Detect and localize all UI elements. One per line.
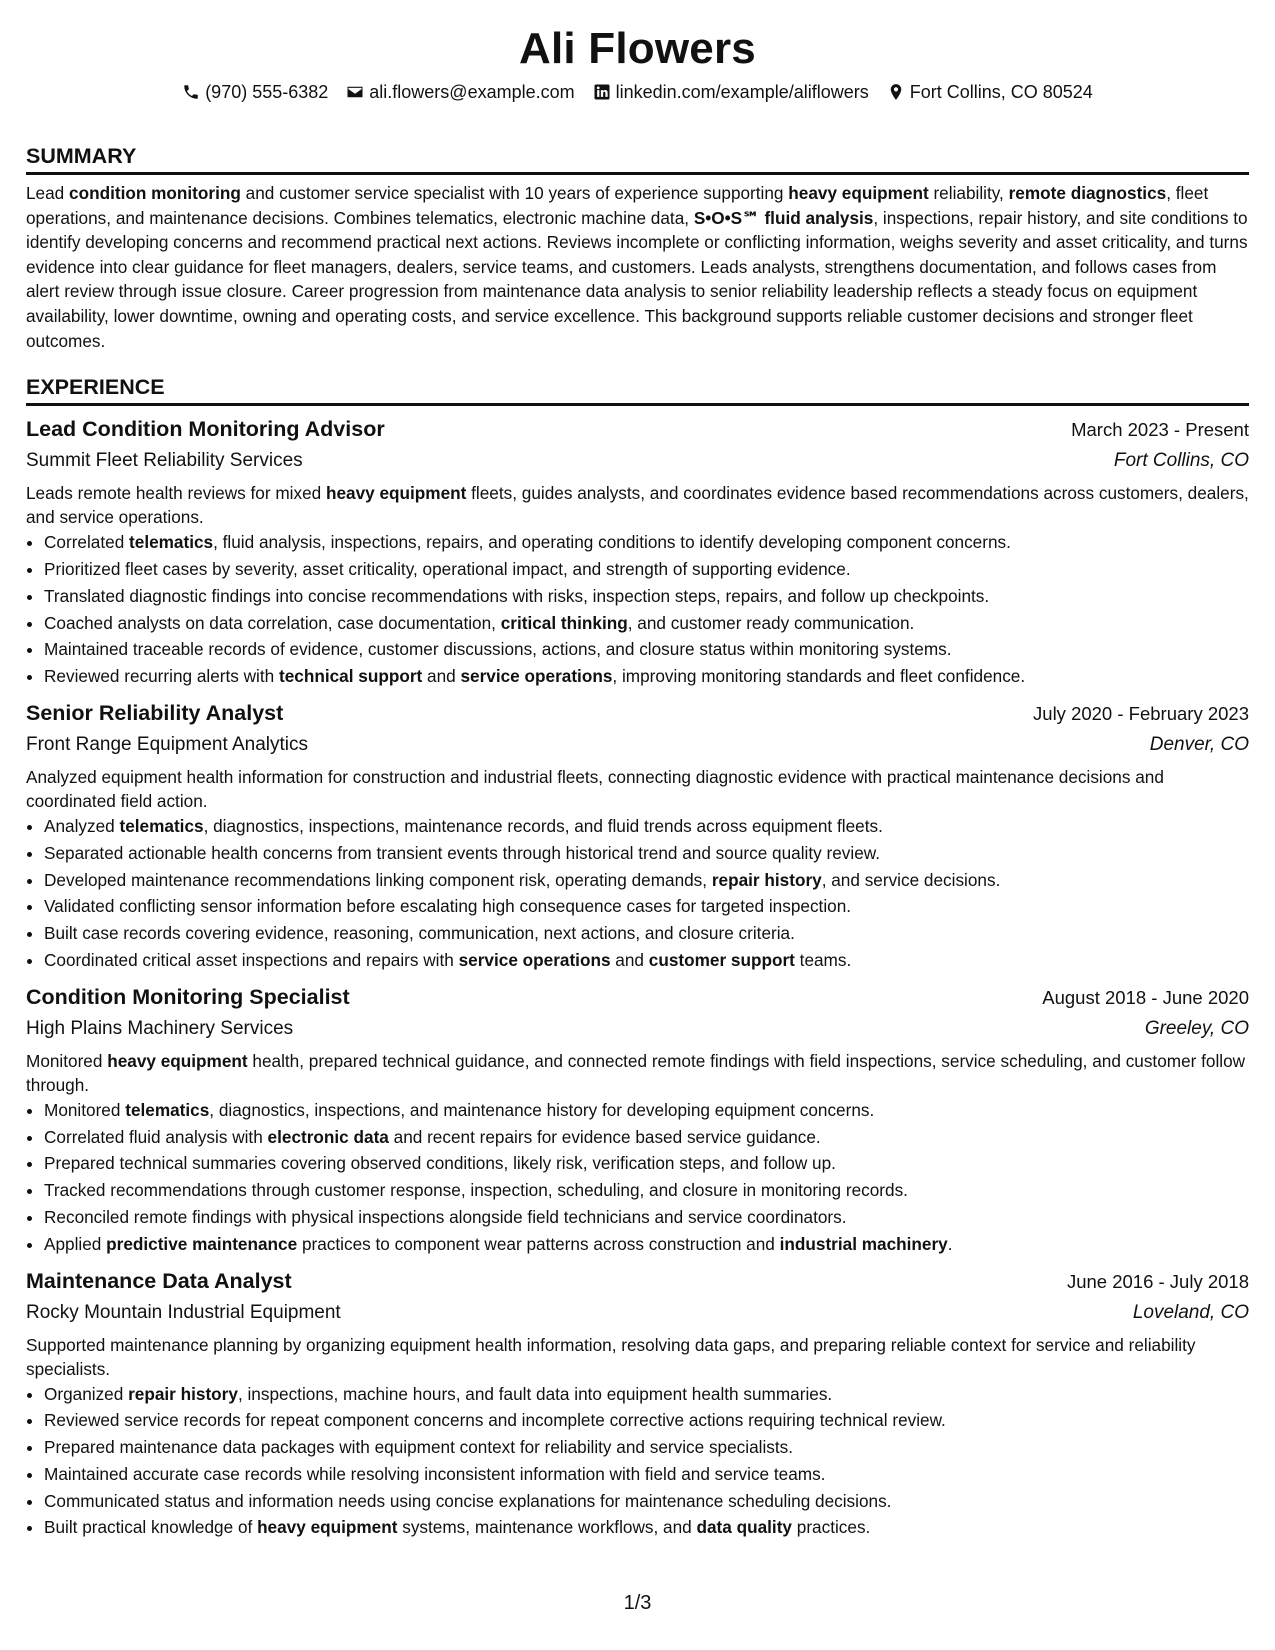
- bold-keyword: industrial machinery: [779, 1233, 948, 1254]
- bullet-item: • Analyzed telematics, diagnostics, inspections, maintenance records, and fluid trends across equipment fleets.: [44, 813, 1249, 840]
- bold-keyword: customer support: [648, 949, 795, 970]
- bullet-item: • Prepared technical summaries covering observed conditions, likely risk, verification steps, and follow up.: [44, 1150, 1249, 1177]
- bullet-item: • Translated diagnostic findings into concise recommendations with risks, inspection steps, repairs, and follow up checkpoints.: [44, 583, 1249, 610]
- job-header: [26, 1266, 1249, 1297]
- bold-keyword: heavy equipment: [788, 183, 929, 203]
- linkedin-icon: [593, 83, 611, 101]
- bold-keyword: data quality: [696, 1517, 792, 1538]
- job-location: Greeley, CO: [1144, 1017, 1249, 1039]
- bullet-item: • Correlated telematics, fluid analysis, inspections, repairs, and operating conditions to identify developing component concerns.: [44, 529, 1249, 556]
- bold-keyword: telematics: [119, 815, 204, 836]
- bold-keyword: electronic data: [267, 1126, 389, 1147]
- job-bullets: [26, 813, 1249, 974]
- job-company: Summit Fleet Reliability Services: [26, 450, 303, 472]
- contact-phone: [182, 78, 328, 106]
- job-entry: [26, 1266, 1249, 1542]
- bold-keyword: predictive maintenance: [106, 1233, 298, 1254]
- bold-keyword: service operations: [458, 949, 611, 970]
- job-entry: [26, 414, 1249, 690]
- summary-section: [26, 142, 1249, 353]
- bullet-item: • Reviewed recurring alerts with technical support and service operations, improving monitoring standards and fleet confidence.: [44, 663, 1249, 690]
- envelope-icon: [346, 83, 364, 101]
- bold-keyword: technical support: [279, 666, 423, 687]
- bullet-item: • Validated conflicting sensor information before escalating high consequence cases for targeted inspection.: [44, 893, 1249, 920]
- candidate-name: Ali Flowers: [519, 24, 756, 73]
- job-header: [26, 698, 1249, 729]
- bullet-item: • Separated actionable health concerns from transient events through historical trend and source quality review.: [44, 840, 1249, 867]
- bold-keyword: heavy equipment: [257, 1517, 398, 1538]
- bold-keyword: telematics: [125, 1099, 210, 1120]
- contact-bar: [26, 78, 1249, 106]
- bullet-item: • Coached analysts on data correlation, case documentation, critical thinking, and customer ready communication.: [44, 610, 1249, 637]
- bullet-item: • Reviewed service records for repeat component concerns and incomplete corrective actions requiring technical review.: [44, 1407, 1249, 1434]
- bold-keyword: heavy equipment: [107, 1050, 248, 1071]
- job-location: Denver, CO: [1149, 733, 1249, 755]
- job-description: Monitored heavy equipment health, prepared technical guidance, and connected remote findings with field inspections, service scheduling, and customer follow through.: [26, 1050, 1246, 1095]
- bullet-item: • Reconciled remote findings with physical inspections alongside field technicians and service coordinators.: [44, 1204, 1249, 1231]
- job-dates: June 2016 - July 2018: [1066, 1270, 1249, 1292]
- contact-linkedin[interactable]: [593, 78, 869, 106]
- job-description: Supported maintenance planning by organizing equipment health information, resolving data gaps, and preparing reliable context for service and reliability specialists.: [26, 1334, 1196, 1379]
- summary-heading: SUMMARY: [26, 142, 1249, 175]
- bold-keyword: service operations: [460, 666, 613, 687]
- phone-icon: [182, 83, 200, 101]
- bullet-item: • Tracked recommendations through customer response, inspection, scheduling, and closure in monitoring records.: [44, 1177, 1249, 1204]
- bullet-item: • Prepared maintenance data packages with equipment context for reliability and service specialists.: [44, 1434, 1249, 1461]
- bullet-item: • Maintained traceable records of evidence, customer discussions, actions, and closure status within monitoring systems.: [44, 636, 1249, 663]
- bold-keyword: repair history: [711, 869, 822, 890]
- bullet-item: • Prioritized fleet cases by severity, asset criticality, operational impact, and strength of supporting evidence.: [44, 556, 1249, 583]
- job-company: Rocky Mountain Industrial Equipment: [26, 1301, 341, 1323]
- bullet-item: • Maintained accurate case records while resolving inconsistent information with field and service teams.: [44, 1461, 1249, 1488]
- bullet-item: • Applied predictive maintenance practices to component wear patterns across construction and industrial machinery.: [44, 1231, 1249, 1258]
- job-company: Front Range Equipment Analytics: [26, 733, 308, 755]
- bullet-item: • Built practical knowledge of heavy equipment systems, maintenance workflows, and data quality practices.: [44, 1514, 1249, 1541]
- job-title: Lead Condition Monitoring Advisor: [26, 417, 385, 442]
- bullet-item: • Built case records covering evidence, reasoning, communication, next actions, and closure criteria.: [44, 920, 1249, 947]
- contact-location: [887, 78, 1093, 106]
- job-dates: July 2020 - February 2023: [1033, 702, 1249, 724]
- bold-keyword: heavy equipment: [325, 483, 467, 504]
- job-entry: [26, 982, 1249, 1258]
- job-description: Leads remote health reviews for mixed heavy equipment fleets, guides analysts, and coordinates evidence based recommendations across customers, dealers, and service operations.: [26, 483, 1249, 528]
- page-number: 1/3: [623, 1592, 652, 1614]
- linkedin-text[interactable]: linkedin.com/example/aliflowers: [615, 82, 869, 102]
- bullet-item: • Organized repair history, inspections, machine hours, and fault data into equipment health summaries.: [44, 1381, 1249, 1408]
- job-bullets: [26, 1381, 1249, 1542]
- bullet-item: • Developed maintenance recommendations linking component risk, operating demands, repair history, and service decisions.: [44, 867, 1249, 894]
- location-text: Fort Collins, CO 80524: [909, 82, 1093, 102]
- job-subheader: [26, 447, 1249, 475]
- job-location: Loveland, CO: [1132, 1301, 1249, 1323]
- bullet-item: • Monitored telematics, diagnostics, inspections, and maintenance history for developing equipment concerns.: [44, 1097, 1249, 1124]
- job-entry: [26, 698, 1249, 974]
- experience-heading: EXPERIENCE: [26, 373, 1249, 406]
- bold-keyword: remote diagnostics: [1008, 183, 1167, 203]
- job-header: [26, 414, 1249, 445]
- bullet-item: • Correlated fluid analysis with electronic data and recent repairs for evidence based service guidance.: [44, 1124, 1249, 1151]
- bullet-item: • Coordinated critical asset inspections and repairs with service operations and customer support teams.: [44, 947, 1249, 974]
- job-bullets: [26, 529, 1249, 690]
- phone-text: (970) 555-6382: [205, 82, 329, 102]
- job-subheader: [26, 1015, 1249, 1043]
- job-description: Analyzed equipment health information for construction and industrial fleets, connecting diagnostic evidence with practical maintenance decisions and coordinated field action.: [26, 766, 1164, 811]
- summary-text: Lead condition monitoring and customer service specialist with 10 years of experience supporting heavy equipment reliability, remote diagnostics, fleet operations, and maintenance decisions. Combines telematics, electronic machine data, S•O•S℠ fluid analysis, inspections, repair history, and site conditions to identify developing concerns and recommend practical next actions. Reviews incomplete or conflicting information, weighs severity and asset criticality, and turns evidence into clear guidance for fleet managers, dealers, service teams, and customers. Leads analysts, strengthens documentation, and follows cases from alert review through issue closure. Career progression from maintenance data analysis to senior reliability leadership reflects a steady focus on equipment availability, lower downtime, owning and operating costs, and service excellence. This background supports reliable customer decisions and stronger fleet outcomes.: [26, 183, 1248, 351]
- contact-email[interactable]: [346, 78, 574, 106]
- job-title: Senior Reliability Analyst: [26, 700, 284, 725]
- bold-keyword: critical thinking: [500, 612, 628, 633]
- job-dates: March 2023 - Present: [1071, 419, 1249, 441]
- job-subheader: [26, 731, 1249, 759]
- job-list: [26, 414, 1249, 1541]
- experience-section: [26, 373, 1249, 1541]
- job-title: Maintenance Data Analyst: [26, 1268, 292, 1293]
- bullet-item: • Communicated status and information needs using concise explanations for maintenance scheduling decisions.: [44, 1488, 1249, 1515]
- map-pin-icon: [887, 83, 905, 101]
- job-title: Condition Monitoring Specialist: [26, 984, 350, 1009]
- bold-keyword: repair history: [128, 1383, 238, 1404]
- job-company: High Plains Machinery Services: [26, 1017, 294, 1039]
- job-dates: August 2018 - June 2020: [1042, 986, 1249, 1008]
- resume-page: [26, 0, 1249, 1541]
- email-text[interactable]: ali.flowers@example.com: [369, 82, 575, 102]
- job-subheader: [26, 1299, 1249, 1327]
- bold-keyword: telematics: [129, 532, 214, 553]
- bold-keyword: condition monitoring: [69, 183, 241, 203]
- bold-keyword: S•O•S℠ fluid analysis: [693, 207, 874, 228]
- job-header: [26, 982, 1249, 1013]
- job-location: Fort Collins, CO: [1113, 450, 1249, 472]
- job-bullets: [26, 1097, 1249, 1258]
